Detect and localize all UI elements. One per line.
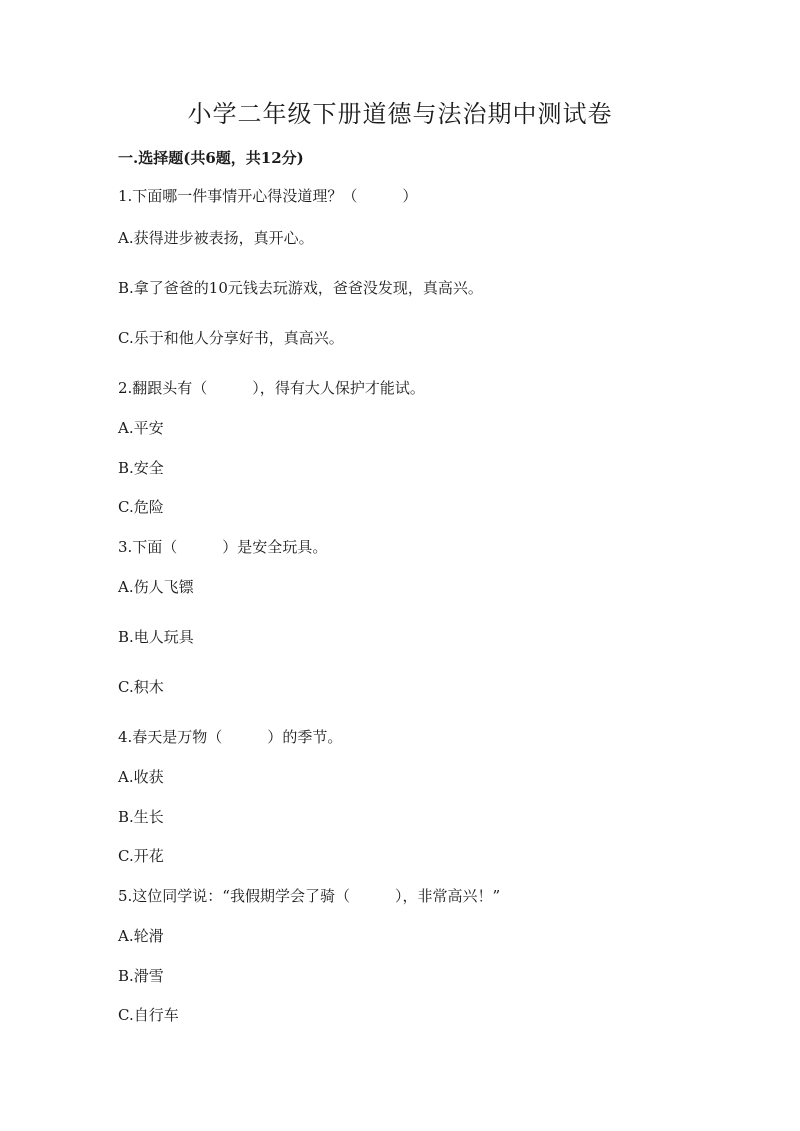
question-4-option-b: B.生长 xyxy=(118,808,164,826)
question-5-option-b: B.滑雪 xyxy=(118,967,164,985)
question-5-stem: 5.这位同学说：“我假期学会了骑（ ），非常高兴！” xyxy=(118,887,501,905)
question-2-stem: 2.翻跟头有（ ），得有大人保护才能试。 xyxy=(118,379,425,397)
question-5-option-a: A.轮滑 xyxy=(118,927,164,945)
question-1-option-c: C.乐于和他人分享好书，真高兴。 xyxy=(118,329,344,347)
section-heading: 一.选择题(共6题，共12分) xyxy=(118,149,304,167)
question-2-option-b: B.安全 xyxy=(118,459,164,477)
question-3-option-b: B.电人玩具 xyxy=(118,628,194,646)
question-1-option-a: A.获得进步被表扬，真开心。 xyxy=(118,229,314,247)
question-3-option-a: A.伤人飞镖 xyxy=(118,578,194,596)
question-2-option-a: A.平安 xyxy=(118,419,164,437)
page-title: 小学二年级下册道德与法治期中测试卷 xyxy=(187,100,613,128)
question-1-option-b: B.拿了爸爸的10元钱去玩游戏，爸爸没发现，真高兴。 xyxy=(118,279,483,297)
question-4-option-a: A.收获 xyxy=(118,768,164,786)
question-4-option-c: C.开花 xyxy=(118,847,164,865)
question-3-option-c: C.积木 xyxy=(118,678,164,696)
question-1-stem: 1.下面哪一件事情开心得没道理？（ ） xyxy=(118,187,418,205)
question-3-stem: 3.下面（ ）是安全玩具。 xyxy=(118,538,328,556)
question-2-option-c: C.危险 xyxy=(118,498,164,516)
question-5-option-c: C.自行车 xyxy=(118,1006,179,1024)
question-4-stem: 4.春天是万物（ ）的季节。 xyxy=(118,728,343,746)
